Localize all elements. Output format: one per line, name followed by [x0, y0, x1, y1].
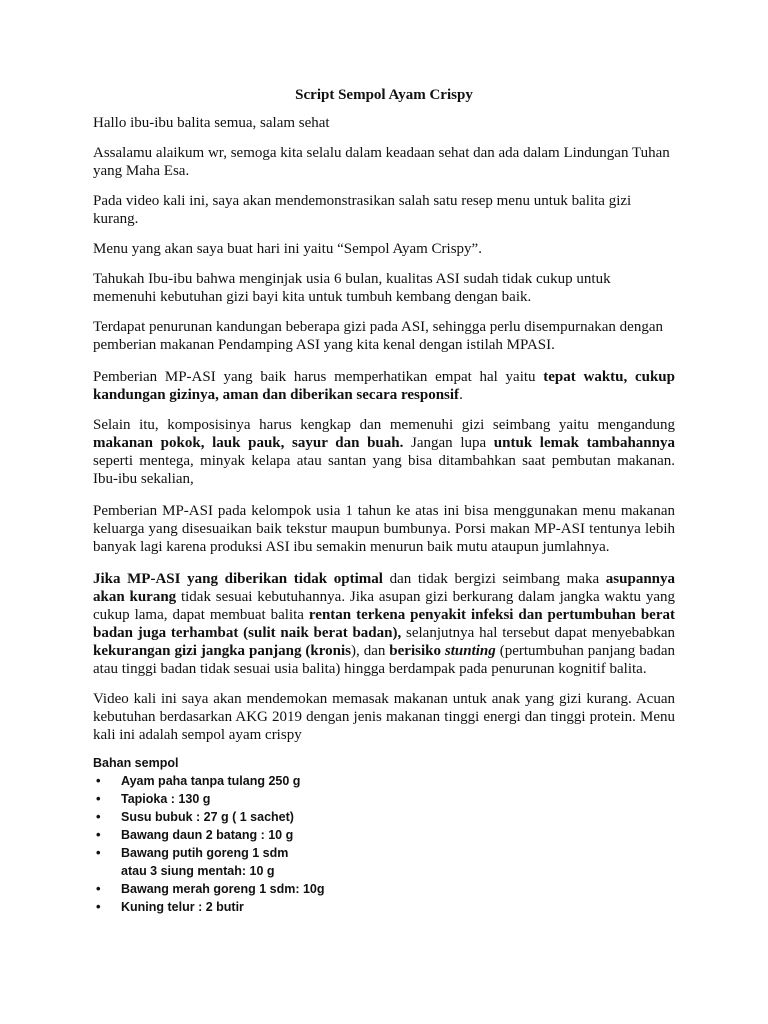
- ingredients-section: [93, 754, 675, 916]
- list-item-text: Susu bubuk : 27 g ( 1 sachet): [121, 810, 294, 824]
- document-page: [93, 86, 675, 916]
- paragraph-family-menu: Pemberian MP-ASI pada kelompok usia 1 tahun ke atas ini bisa menggunakan menu makanan keluarga yang disesuaikan baik tekstur maupun bumbunya. Porsi makan MP-ASI tentunya lebih banyak lagi karena produksi ASI ibu semakin menurun baik mutu ataupun jumlahnya.: [93, 503, 675, 555]
- paragraph-mpasi-principles: [93, 368, 675, 404]
- list-item-text: Tapioka : 130 g: [121, 792, 211, 806]
- document-title: Script Sempol Ayam Crispy: [295, 87, 473, 103]
- bold-span: tepat waktu, cukup kandungan gizinya, aman dan diberikan secara responsif: [93, 369, 675, 403]
- text-span: selanjutnya hal tersebut dapat menyebabkan: [401, 625, 675, 641]
- bold-span: kekurangan gizi jangka panjang (kronis: [93, 643, 352, 659]
- bullet-icon: •: [96, 881, 101, 896]
- list-item: [93, 844, 675, 880]
- text-span: tidak sesuai kebutuhannya. Jika asupan gizi berkurang dalam jangka waktu yang cukup lama, dapat membuat balita: [93, 589, 675, 623]
- text-span: Pemberian MP-ASI yang baik harus memperhatikan empat hal yaitu: [93, 369, 544, 385]
- bold-italic-span: stunting: [444, 643, 496, 659]
- text-span: .: [459, 387, 463, 403]
- list-item: [93, 790, 675, 808]
- paragraph-asi-quality: Tahukah Ibu-ibu bahwa menginjak usia 6 bulan, kualitas ASI sudah tidak cukup untuk memenuhi kebutuhan gizi bayi kita untuk tumbuh kembang dengan baik.: [93, 271, 611, 305]
- bullet-icon: •: [96, 845, 101, 860]
- bullet-icon: •: [96, 791, 101, 806]
- paragraph-video-demo: Video kali ini saya akan mendemokan memasak makanan untuk anak yang gizi kurang. Acuan kebutuhan berdasarkan AKG 2019 dengan jenis makanan tinggi energi dan tinggi protein. Menu kali ini adalah sempol ayam crispy: [93, 691, 675, 743]
- paragraph-salam: Assalamu alaikum wr, semoga kita selalu dalam keadaan sehat dan ada dalam Lindungan Tuhan yang Maha Esa.: [93, 145, 670, 179]
- ingredients-title: Bahan sempol: [93, 756, 179, 770]
- bullet-icon: •: [96, 773, 101, 788]
- text-span: (pertumbuhan panjang badan atau tinggi badan tidak sesuai usia balita) hingga berdampak pada penurunan kognitif balita.: [93, 643, 676, 677]
- text-span: seperti mentega, minyak kelapa atau santan yang bisa ditambahkan saat pembutan makanan. Ibu-ibu sekalian,: [93, 453, 675, 487]
- paragraph-menu: Menu yang akan saya buat hari ini yaitu “Sempol Ayam Crispy”.: [93, 241, 482, 257]
- list-item-text: Bawang putih goreng 1 sdm: [121, 846, 289, 860]
- paragraph-risks: [93, 570, 675, 678]
- bold-span: untuk lemak tambahannya: [493, 435, 675, 451]
- text-span: ), dan: [351, 643, 390, 659]
- bullet-icon: •: [96, 809, 101, 824]
- bullet-icon: •: [96, 827, 101, 842]
- bold-span: makanan pokok, lauk pauk, sayur dan buah.: [93, 435, 404, 451]
- list-item: [93, 898, 675, 916]
- list-item: [93, 772, 675, 790]
- bold-span: berisiko: [389, 643, 441, 659]
- list-item: [93, 808, 675, 826]
- bullet-icon: •: [96, 899, 101, 914]
- bold-span: Jika MP-ASI yang diberikan tidak optimal: [93, 571, 383, 587]
- list-item-continuation: atau 3 siung mentah: 10 g: [121, 864, 275, 878]
- text-span: Selain itu, komposisinya harus kengkap dan memenuhi gizi seimbang yaitu mengandung: [93, 417, 675, 433]
- list-item: [93, 880, 675, 898]
- list-item-text: Ayam paha tanpa tulang 250 g: [121, 774, 301, 788]
- list-item-text: Bawang merah goreng 1 sdm: 10g: [121, 882, 325, 896]
- list-item: [93, 826, 675, 844]
- bold-span: asupannya akan kurang: [93, 571, 676, 605]
- text-span: dan tidak bergizi seimbang maka: [382, 571, 606, 587]
- list-item-text: Bawang daun 2 batang : 10 g: [121, 828, 294, 842]
- text-span: Jangan lupa: [403, 435, 494, 451]
- paragraph-composition: [93, 416, 675, 488]
- ingredients-list: [93, 772, 675, 916]
- bold-span: rentan terkena penyakit infeksi dan pertumbuhan berat badan juga terhambat (sulit naik berat badan),: [93, 607, 675, 641]
- paragraph-greeting: Hallo ibu-ibu balita semua, salam sehat: [93, 115, 330, 131]
- list-item-text: Kuning telur : 2 butir: [121, 900, 244, 914]
- paragraph-mpasi: Terdapat penurunan kandungan beberapa gizi pada ASI, sehingga perlu disempurnakan dengan pemberian makanan Pendamping ASI yang kita kenal dengan istilah MPASI.: [93, 319, 663, 353]
- paragraph-video-intro: Pada video kali ini, saya akan mendemonstrasikan salah satu resep menu untuk balita gizi kurang.: [93, 193, 632, 227]
